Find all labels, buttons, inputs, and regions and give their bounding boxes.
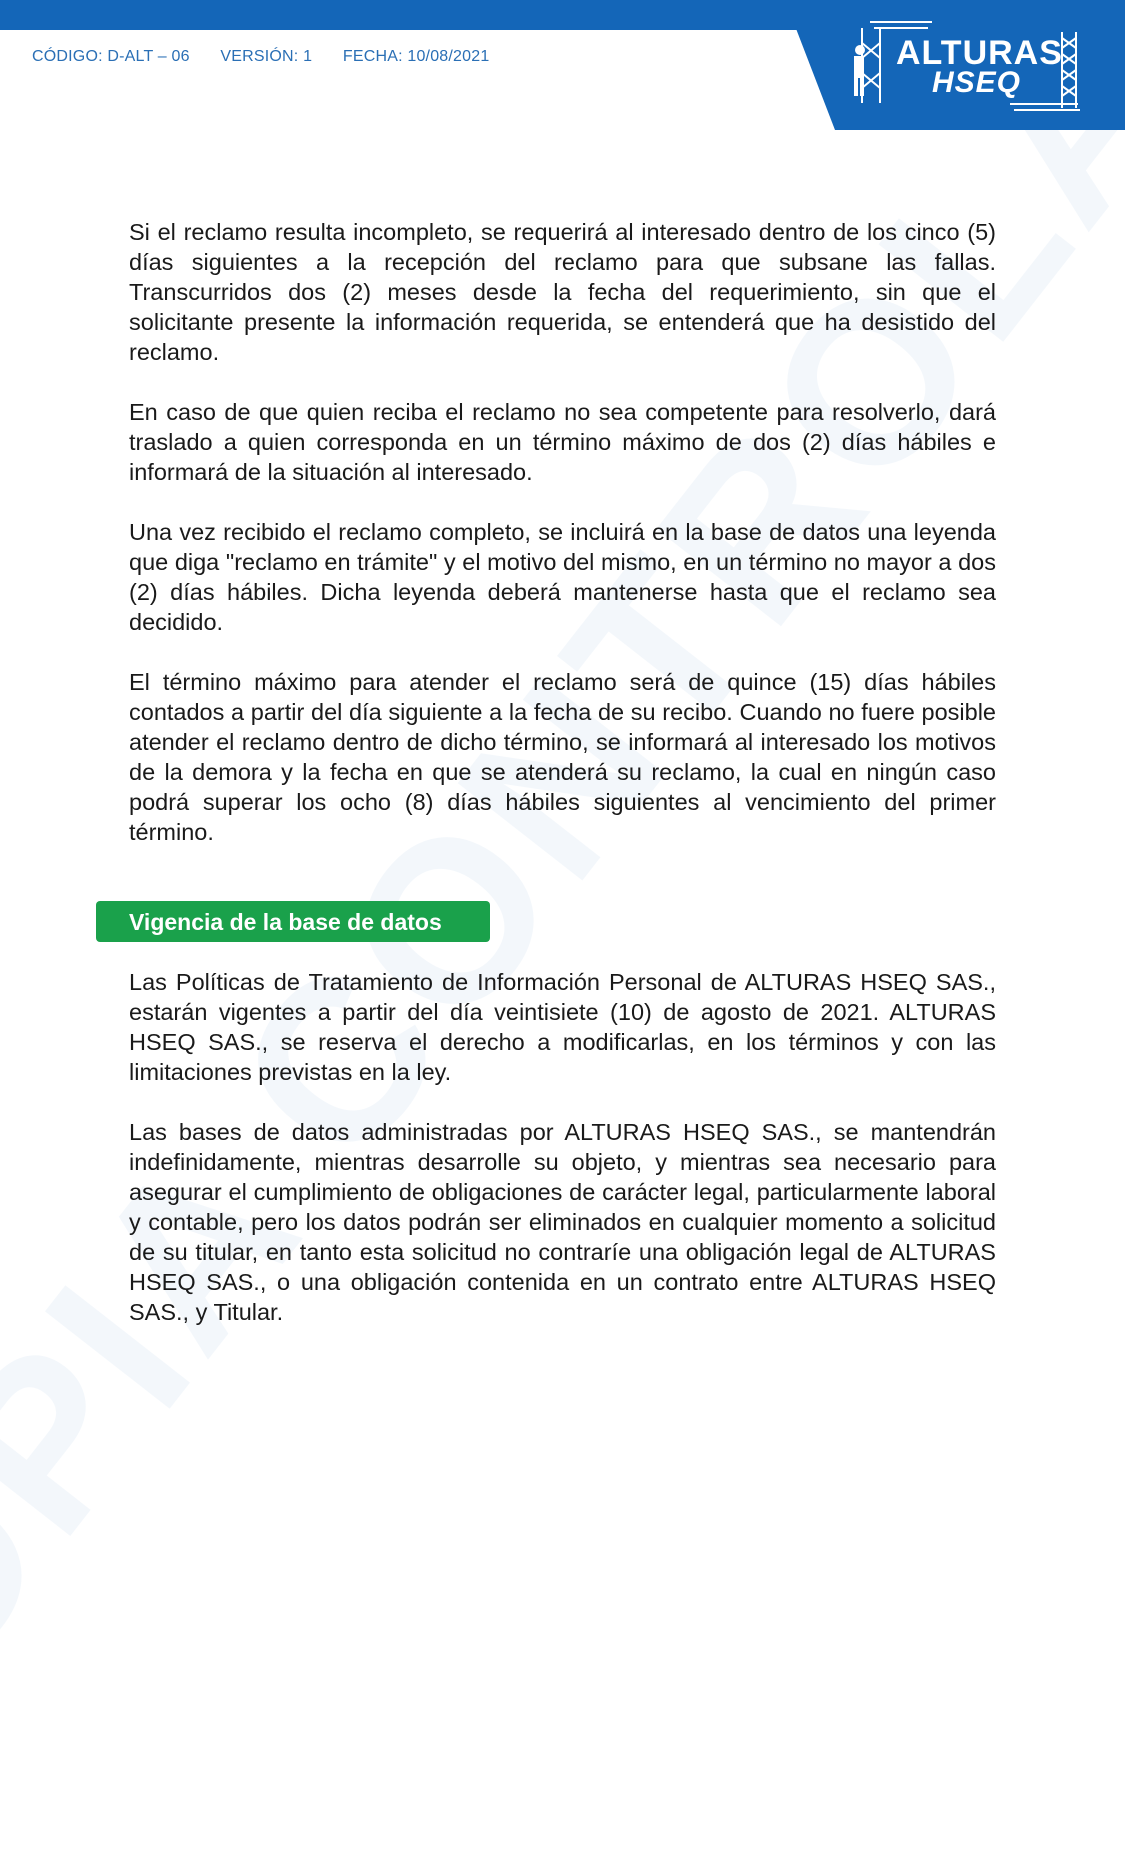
document-meta xyxy=(32,48,515,66)
logo-text-hseq: HSEQ xyxy=(932,66,1022,99)
paragraph: Las bases de datos administradas por ALTURAS HSEQ SAS., se mantendrán indefinidamente, mientras desarrolle su objeto, y mientras sea necesario para asegurar el cumplimiento de obligaciones de carácter legal, particularmente laboral y contable, pero los datos podrán ser eliminados en cualquier momento a solicitud de su titular, en tanto esta solicitud no contraríe una obligación legal de ALTURAS HSEQ SAS., o una obligación contenida en un contrato entre ALTURAS HSEQ SAS., y Titular. xyxy=(129,1119,996,1325)
document-version: VERSIÓN: 1 xyxy=(220,48,313,65)
body-text xyxy=(129,217,996,877)
section-heading xyxy=(96,901,490,942)
paragraph: En caso de que quien reciba el reclamo no sea competente para resolverlo, dará traslado a quien corresponda en un término máximo de dos (2) días hábiles e informará de la situación al interesado. xyxy=(129,399,996,485)
paragraph: Si el reclamo resulta incompleto, se requerirá al interesado dentro de los cinco (5) días siguientes a la recepción del reclamo para que subsane las fallas. Transcurridos dos (2) meses desde la fecha del requerimiento, sin que el solicitante presente la información requerida, se entenderá que ha desistido del reclamo. xyxy=(129,219,996,365)
document-date: FECHA: 10/08/2021 xyxy=(342,48,490,65)
paragraph: El término máximo para atender el reclamo será de quince (15) días hábiles contados a partir del día siguiente a la fecha de su recibo. Cuando no fuere posible atender el reclamo dentro de dicho término, se informará al interesado los motivos de la demora y la fecha en que se atenderá su reclamo, la cual en ningún caso podrá superar los ocho (8) días hábiles siguientes al vencimiento del primer término. xyxy=(129,669,996,845)
paragraph: Una vez recibido el reclamo completo, se incluirá en la base de datos una leyenda que diga "reclamo en trámite" y el motivo del mismo, en un término no mayor a dos (2) días hábiles. Dicha leyenda deberá mantenerse hasta que el reclamo sea decidido. xyxy=(129,519,996,635)
document-code: CÓDIGO: D-ALT – 06 xyxy=(32,48,190,65)
section-heading-label: Vigencia de la base de datos xyxy=(129,909,442,935)
paragraph: Las Políticas de Tratamiento de Información Personal de ALTURAS HSEQ SAS., estarán vigentes a partir del día veintisiete (10) de agosto de 2021. ALTURAS HSEQ SAS., se reserva el derecho a modificarlas, en los términos y con las limitaciones previstas en la ley. xyxy=(129,969,996,1085)
section-body-text xyxy=(129,967,996,1357)
logo-text-alturas: ALTURAS xyxy=(896,34,1063,72)
